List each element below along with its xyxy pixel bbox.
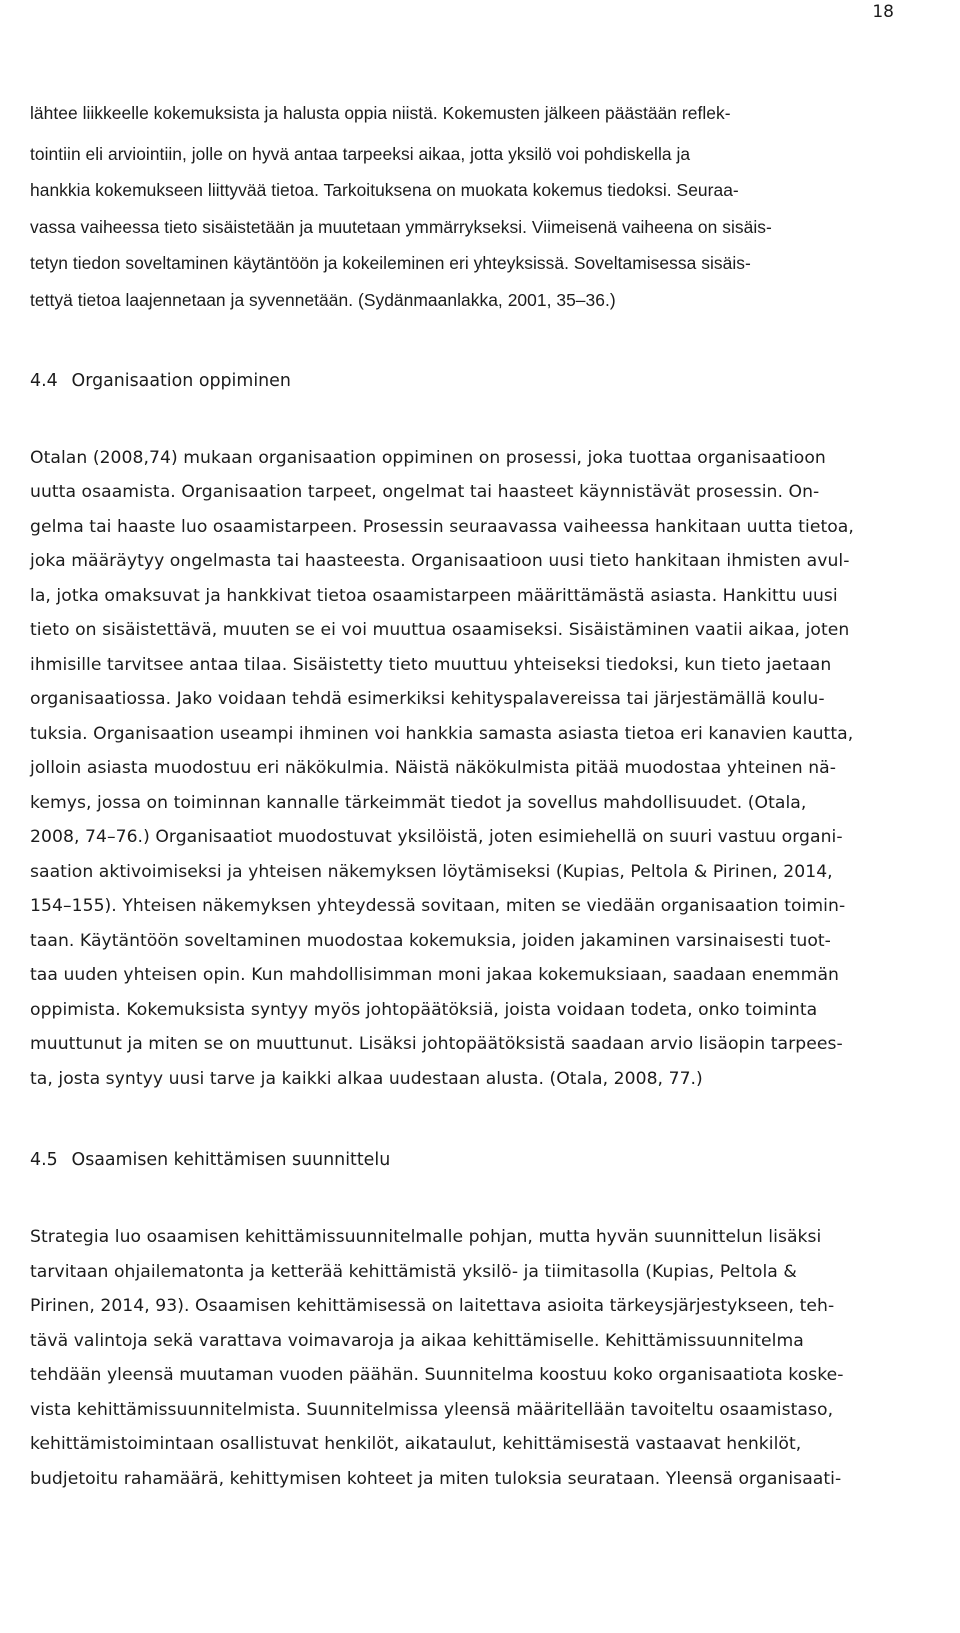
section-number: 4.5 <box>30 1150 58 1170</box>
paragraph-line: gelma tai haaste luo osaamistarpeen. Prosessin seuraavassa vaiheessa hankitaan uutta tietoa, <box>30 517 854 537</box>
paragraph-line: taa uuden yhteisen opin. Kun mahdollisimman moni jakaa kokemuksiaan, saadaan enemmän <box>30 965 839 985</box>
paragraph-line: uutta osaamista. Organisaation tarpeet, ongelmat tai haasteet käynnistävät prosessin. On- <box>30 482 820 502</box>
paragraph-line: budjetoitu rahamäärä, kehittymisen kohteet ja miten tuloksia seurataan. Yleensä organisaati- <box>30 1469 842 1489</box>
paragraph-line: tarvitaan ohjailematonta ja ketterää kehittämistä yksilö- ja tiimitasolla (Kupias, Peltola & <box>30 1262 797 1282</box>
paragraph-line: jolloin asiasta muodostuu eri näkökulmia. Näistä näkökulmista pitää muodostaa yhteinen nä- <box>30 758 837 778</box>
paragraph-line: oppimista. Kokemuksista syntyy myös johtopäätöksiä, joista voidaan todeta, onko toiminta <box>30 1000 818 1020</box>
paragraph-line: ta, josta syntyy uusi tarve ja kaikki alkaa uudestaan alusta. (Otala, 2008, 77.) <box>30 1069 703 1089</box>
paragraph-line: tettyä tietoa laajennetaan ja syvennetään. (Sydänmaanlakka, 2001, 35–36.) <box>30 290 616 310</box>
paragraph-line: lähtee liikkeelle kokemuksista ja halusta oppia niistä. Kokemusten jälkeen päästään reflek- <box>30 103 731 123</box>
paragraph-line: kemys, jossa on toiminnan kannalle tärkeimmät tiedot ja sovellus mahdollisuudet. (Otala, <box>30 793 807 813</box>
paragraph-line: ihmisille tarvitsee antaa tilaa. Sisäistetty tieto muuttuu yhteiseksi tiedoksi, kun tieto jaetaan <box>30 655 832 675</box>
paragraph-line: tehdään yleensä muutaman vuoden päähän. Suunnitelma koostuu koko organisaatiota koske- <box>30 1365 844 1385</box>
section-heading-4-4 <box>30 371 291 391</box>
paragraph-line: tointiin eli arviointiin, jolle on hyvä antaa tarpeeksi aikaa, jotta yksilö voi pohdiskella ja <box>30 144 691 164</box>
section-title: Osaamisen kehittämisen suunnittelu <box>71 1150 391 1170</box>
paragraph-line: taan. Käytäntöön soveltaminen muodostaa kokemuksia, joiden jakaminen varsinaisesti tuot- <box>30 931 831 951</box>
section-number: 4.4 <box>30 371 58 391</box>
paragraph-line: joka määräytyy ongelmasta tai haasteesta. Organisaatioon uusi tieto hankitaan ihmisten avul- <box>30 551 850 571</box>
paragraph-line: organisaatiossa. Jako voidaan tehdä esimerkiksi kehityspalavereissa tai järjestämällä koulu- <box>30 689 825 709</box>
section-heading-4-5 <box>30 1150 390 1170</box>
paragraph-line: 154–155). Yhteisen näkemyksen yhteydessä sovitaan, miten se viedään organisaation toimin- <box>30 896 846 916</box>
paragraph-line: tävä valintoja sekä varattava voimavaroja ja aikaa kehittämiselle. Kehittämissuunnitelma <box>30 1331 804 1351</box>
paragraph-line: muuttunut ja miten se on muuttunut. Lisäksi johtopäätöksistä saadaan arvio lisäopin tarpees- <box>30 1034 843 1054</box>
paragraph-line: Strategia luo osaamisen kehittämissuunnitelmalle pohjan, mutta hyvän suunnittelun lisäksi <box>30 1227 822 1247</box>
paragraph-line: saation aktivoimiseksi ja yhteisen näkemyksen löytämiseksi (Kupias, Peltola & Pirinen, 2014, <box>30 862 833 882</box>
paragraph-line: vassa vaiheessa tieto sisäistetään ja muutetaan ymmärrykseksi. Viimeisenä vaiheena on sisäis- <box>30 217 772 237</box>
page-number: 18 <box>872 2 894 22</box>
paragraph-line: 2008, 74–76.) Organisaatiot muodostuvat yksilöistä, joten esimiehellä on suuri vastuu organi- <box>30 827 843 847</box>
paragraph-line: hankkia kokemukseen liittyvää tietoa. Tarkoituksena on muokata kokemus tiedoksi. Seuraa- <box>30 180 739 200</box>
paragraph-line: kehittämistoimintaan osallistuvat henkilöt, aikataulut, kehittämisestä vastaavat henkilöt, <box>30 1434 802 1454</box>
paragraph-line: vista kehittämissuunnitelmista. Suunnitelmissa yleensä määritellään tavoiteltu osaamistaso, <box>30 1400 834 1420</box>
section-title: Organisaation oppiminen <box>71 371 291 391</box>
paragraph-line: Otalan (2008,74) mukaan organisaation oppiminen on prosessi, joka tuottaa organisaatioon <box>30 448 826 468</box>
paragraph-line: tetyn tiedon soveltaminen käytäntöön ja kokeileminen eri yhteyksissä. Soveltamisessa sisäis- <box>30 253 751 273</box>
paragraph-line: tuksia. Organisaation useampi ihminen voi hankkia samasta asiasta tietoa eri kanavien kautta, <box>30 724 854 744</box>
paragraph-line: Pirinen, 2014, 93). Osaamisen kehittämisessä on laitettava asioita tärkeysjärjestykseen, teh- <box>30 1296 835 1316</box>
paragraph-line: tieto on sisäistettävä, muuten se ei voi muuttua osaamiseksi. Sisäistäminen vaatii aikaa, joten <box>30 620 850 640</box>
paragraph-line: la, jotka omaksuvat ja hankkivat tietoa osaamistarpeen määrittämästä asiasta. Hankittu uusi <box>30 586 838 606</box>
